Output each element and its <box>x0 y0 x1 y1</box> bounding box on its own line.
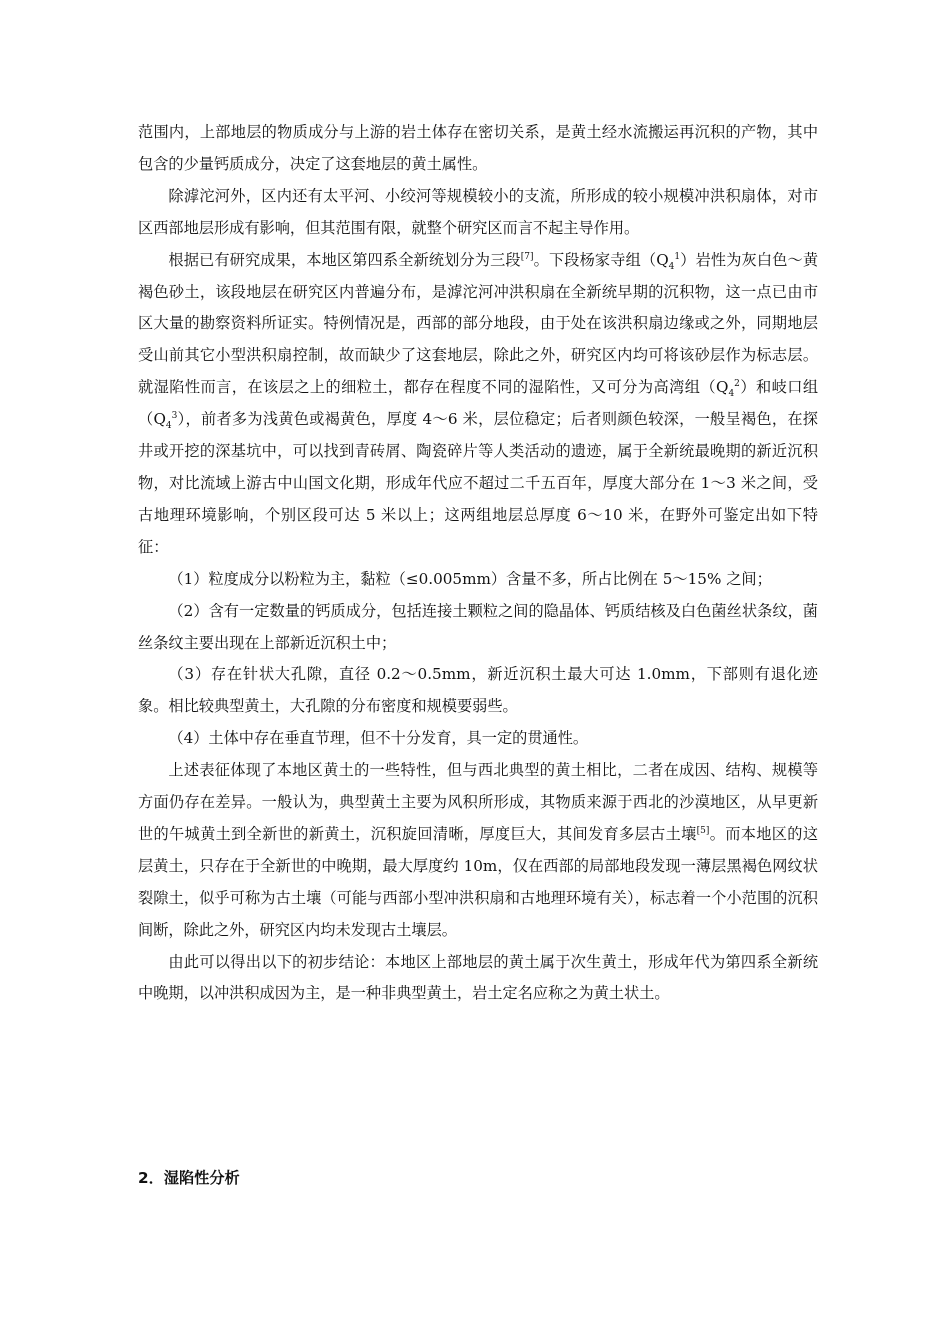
list-item-3: （3）存在针状大孔隙，直径 0.2～0.5mm，新近沉积土最大可达 1.0mm，下部则有退化迹象。相比较典型黄土，大孔隙的分布密度和规模要弱些。 <box>138 665 818 716</box>
paragraph-2: 除滹沱河外，区内还有太平河、小绞河等规模较小的支流，所形成的较小规模冲洪积扇体，对市区西部地层形成有影响，但其范围有限，就整个研究区而言不起主导作用。 <box>138 186 818 237</box>
superscript: [7] <box>520 251 534 262</box>
section-heading: 2．湿陷性分析 <box>138 1169 240 1187</box>
superscript: [5] <box>696 825 710 836</box>
paragraph-3: 根据已有研究成果，本地区第四系全新统划分为三段[7]。下段杨家寺组$(Q_4^1)$岩性为灰白色～黄褐色砂土，该段地层在研究区内普遍分布，是滹沱河冲洪积扇在全新统早期的沉积物，这一点已由市区大量的勘察资料所证实。特例情况是，西部的部分地段，由于处在该洪积扇边缘或之外，同期地层受山前其它小型洪积扇控制，故而缺少了这套地层，除此之外，研究区内均可将该砂层作为标志层。就湿陷性而言，在该层之上的细粒土，都存在程度不同的湿陷性，又可分为高湾组$(Q_4^2)$和岐口组$(Q_4^3)$，前者多为浅黄色或褐黄色，厚度 4～6 米，层位稳定；后者则颜色较深，一般呈褐色，在探井或开挖的深基坑中，可以找到青砖屑、陶瓷碎片等人类活动的遗迹，属于全新统最晚期的新近沉积物，对比流域上游古中山国文化期，形成年代应不超过二千五百年，厚度大部分在 1～3 米之间，受古地理环境影响，个别区段可达 5 米以上；这两组地层总厚度 6～10 米，在野外可鉴定出如下特征： <box>138 250 819 556</box>
paragraph-4: 上述表征体现了本地区黄土的一些特性，但与西北典型的黄土相比，二者在成因、结构、规模等方面仍存在差异。一般认为，典型黄土主要为风积所形成，其物质来源于西北的沙漠地区，从早更新世的午城黄土到全新世的新黄土，沉积旋回清晰，厚度巨大，其间发育多层古土壤[5]。而本地区的这层黄土，只存在于全新世的中晚期，最大厚度约 10m，仅在西部的局部地段发现一薄层黑褐色网纹状裂隙土，似乎可称为古土壤（可能与西部小型冲洪积扇和古地理环境有关），标志着一个小范围的沉积间断，除此之外，研究区内均未发现古土壤层。 <box>138 761 819 939</box>
subscript: 4 <box>165 421 172 432</box>
superscript: 1 <box>674 251 681 262</box>
superscript: 3 <box>171 411 178 422</box>
list-item-1: （1）粒度成分以粉粒为主，黏粒（≤0.005mm）含量不多，所占比例在 5～15% 之间； <box>168 569 772 588</box>
subscript: 4 <box>728 389 735 400</box>
paragraph-1: 范围内，上部地层的物质成分与上游的岩土体存在密切关系，是黄土经水流搬运再沉积的产物，其中包含的少量钙质成分，决定了这套地层的黄土属性。 <box>138 123 818 173</box>
paragraph-5: 由此可以得出以下的初步结论：本地区上部地层的黄土属于次生黄土，形成年代为第四系全新统中晚期，以冲洪积成因为主，是一种非典型黄土，岩土定名应称之为黄土状土。 <box>138 952 818 1003</box>
document-body <box>138 117 818 1010</box>
list-item-4: （4）土体中存在垂直节理，但不十分发育，具一定的贯通性。 <box>168 729 589 748</box>
list-item-2: （2）含有一定数量的钙质成分，包括连接土颗粒之间的隐晶体、钙质结核及白色菌丝状条纹，菌丝条纹主要出现在上部新近沉积土中； <box>138 601 818 652</box>
subscript: 4 <box>668 261 675 272</box>
superscript: 2 <box>734 379 740 390</box>
